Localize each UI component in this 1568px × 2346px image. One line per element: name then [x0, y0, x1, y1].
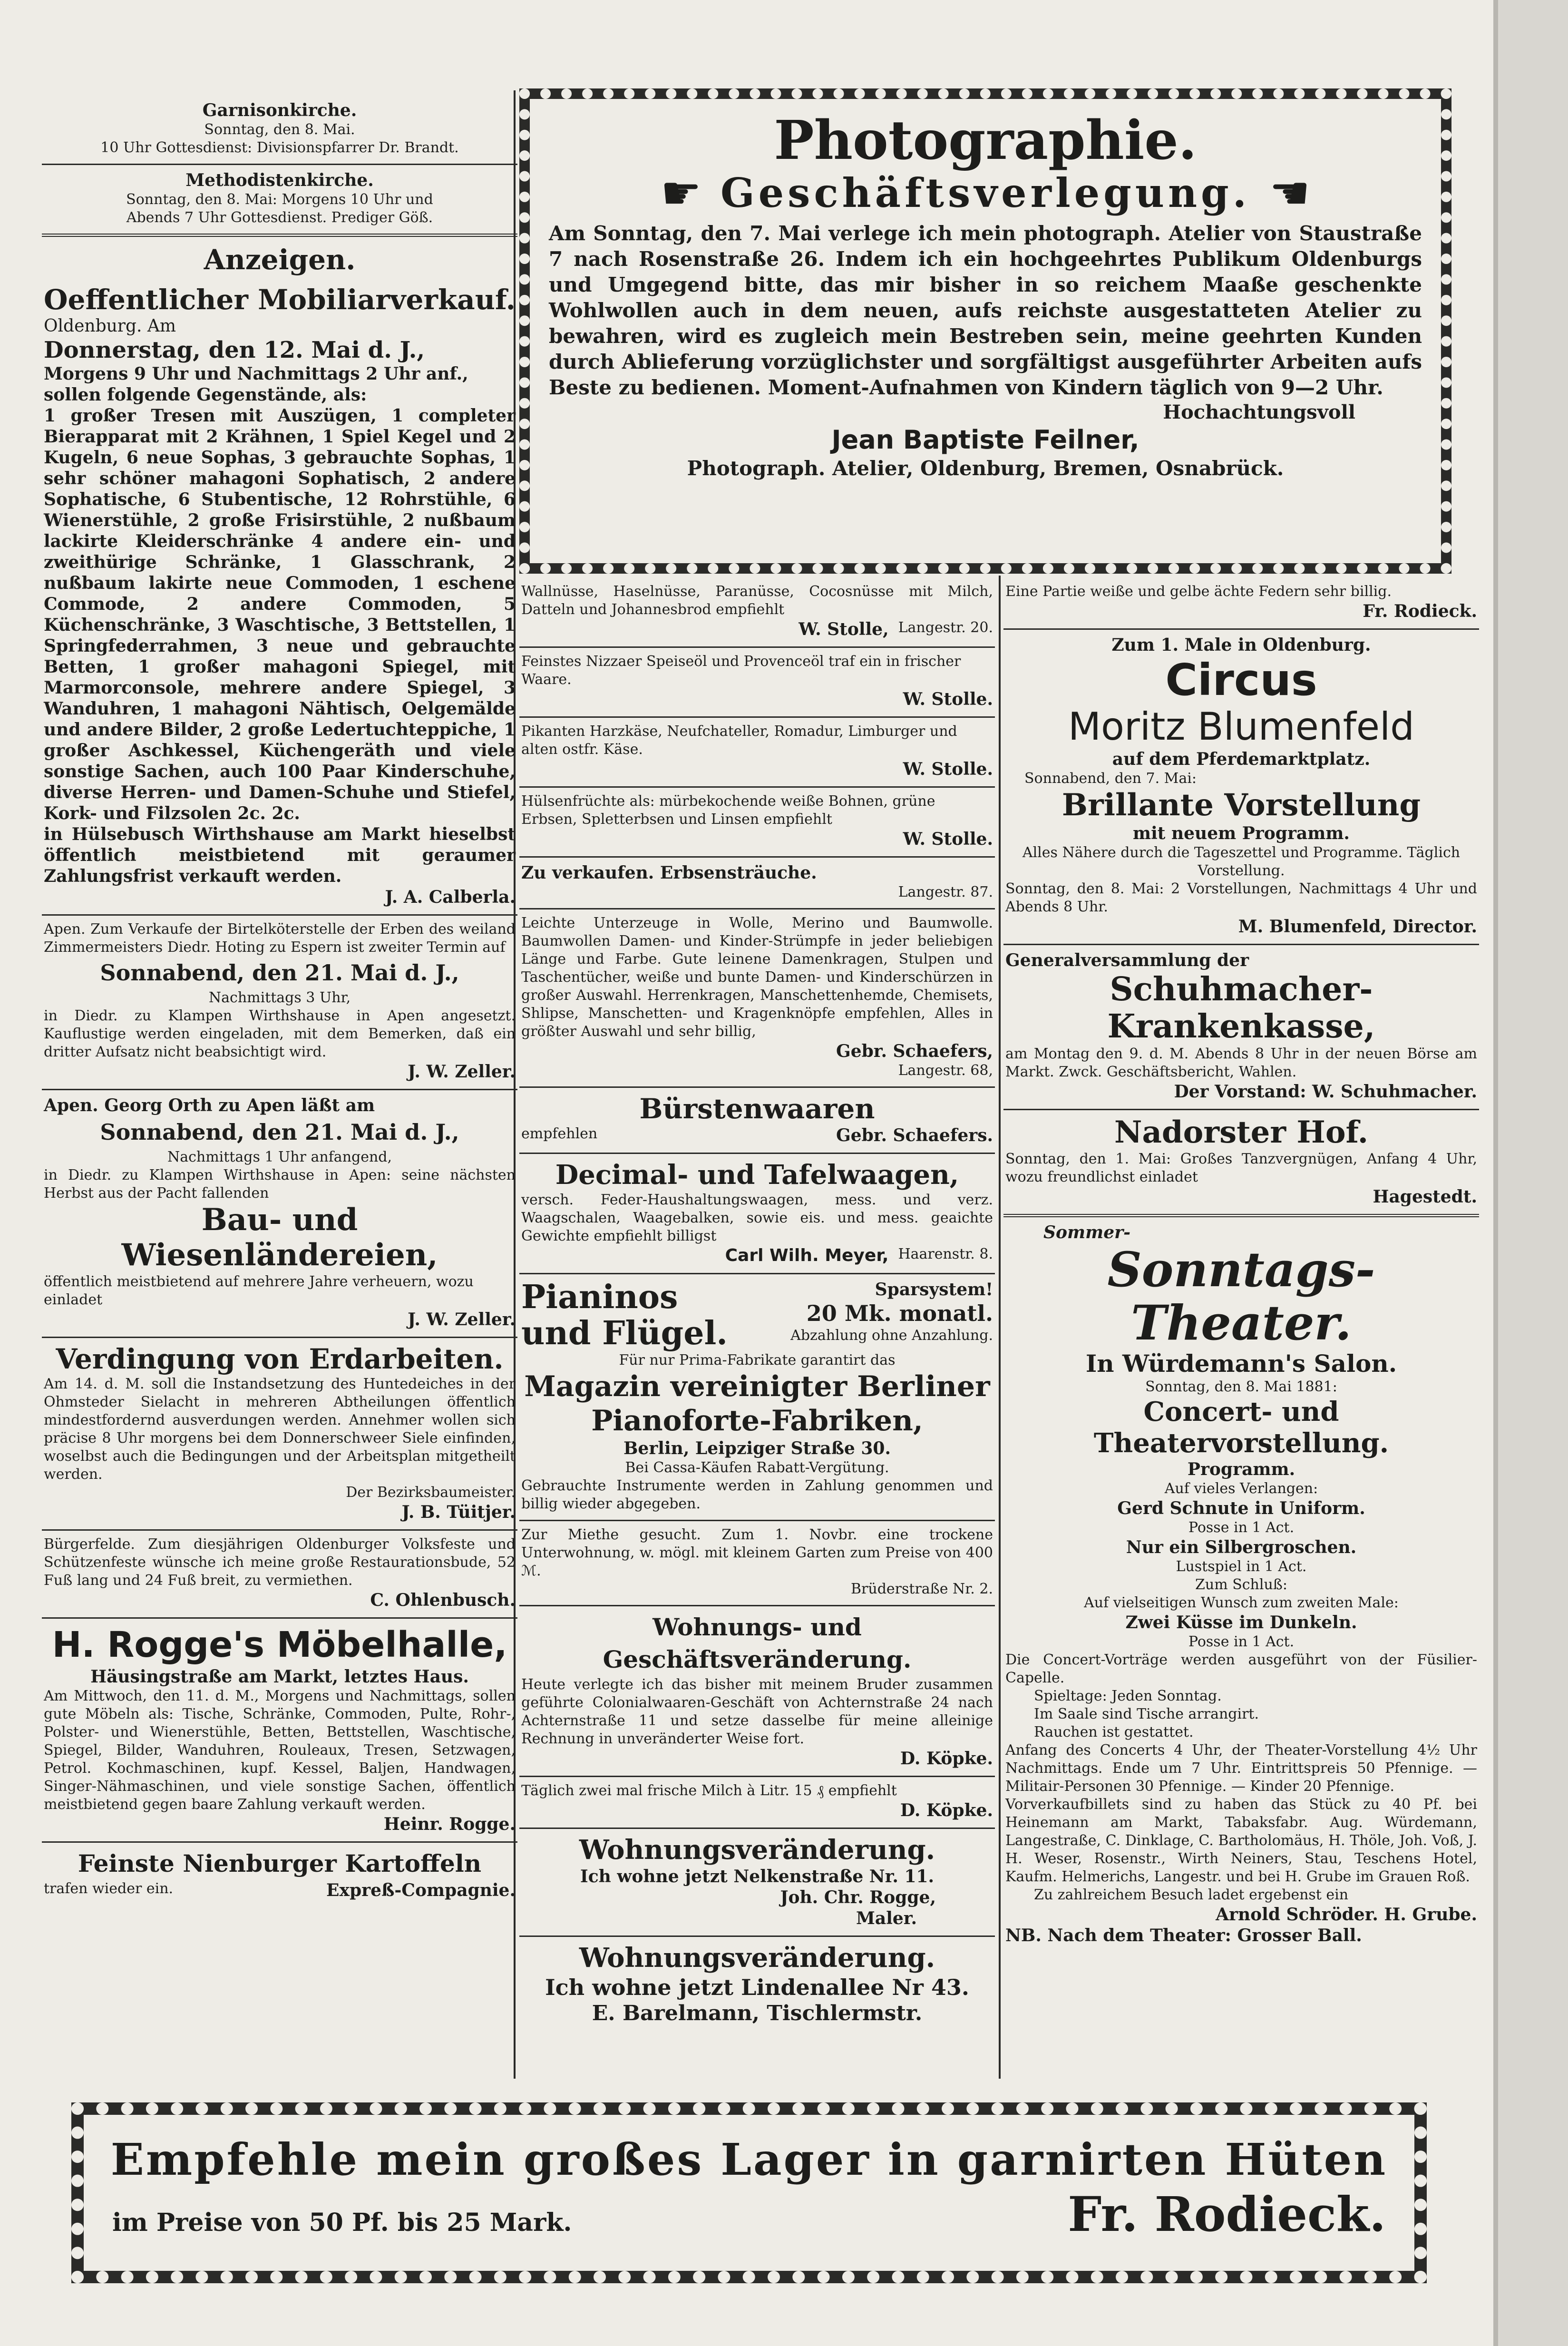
ad-date: Sonntag, den 8. Mai 1881: [1145, 1378, 1337, 1395]
notice-line: Sonntag, den 8. Mai: Morgens 10 Uhr und [126, 191, 433, 208]
notice-line: 10 Uhr Gottesdienst: Divisionspfarrer Dr. Brandt. [100, 139, 459, 156]
ad-body: Hülsenfrüchte als: mürbekochende weiße Bohnen, grüne Erbsen, Spletterbsen und Linsen empfiehlt [521, 793, 935, 828]
methodist-notice [42, 165, 517, 237]
ad-title: Decimal- und Tafelwaagen, [555, 1159, 959, 1191]
program-line: Gerd Schnute in Uniform. [1117, 1498, 1365, 1518]
wohnung-2-ad [519, 1937, 995, 2033]
program-line: Posse in 1 Act. [1188, 1519, 1295, 1536]
pointing-hand-right-icon: ☛ [660, 166, 701, 220]
huelsenfruechte-ad [519, 788, 995, 858]
ad-title: Nadorster Hof. [1114, 1114, 1369, 1150]
ad-body: Für nur Prima-Fabrikate garantirt das [619, 1352, 896, 1368]
ad-body: Leichte Unterzeuge in Wolle, Merino und Baumwolle. Baumwollen Damen- und Kinder-Strümpfe in jeder beliebigen Länge und Farbe. Gute leinene Damenkragen, Stulpen und Taschentücher, weiße und bunte Damen- und Kinderschürzen in großer Auswahl. Herrenkragen, Manschettenhemde, Chemisets, Shlipse, Manschetten- und Kragenknöpfe empfehlen, Alles in größter Auswahl und sehr billig, [521, 915, 993, 1040]
harzkaese-ad [519, 718, 995, 788]
program-line: Die Concert-Vorträge werden ausgeführt von der Füsilier-Capelle. [1005, 1652, 1477, 1686]
ad-body: empfehlen [521, 1125, 598, 1142]
ad-subtitle: Programm. [1187, 1459, 1295, 1479]
ad-title: Schuhmacher-Krankenkasse, [1107, 970, 1375, 1046]
ad-address: Haarenstr. 8. [898, 1246, 993, 1262]
ad-signature: Fr. Rodieck. [1068, 2186, 1386, 2242]
ad-body: Feinstes Nizzaer Speiseöl und Provenceöl traf ein in frischer Waare. [521, 653, 961, 688]
program-line: Rauchen ist gestattet. [1034, 1724, 1194, 1740]
program-line: Vorverkaufbillets sind zu haben das Stück zu 40 Pf. bei Heinemann am Markt, Tabaksfabr. Aug. Würdemann, Langestraße, C. Dinklage, C. Bartholomäus, H. Thöle, Joh. Voß, J. H. Weser, Rosenstr., Wirth Neiners, Stau, Teschens Hotel, Kaufm. Helmerichs, Langestr. und bei H. Grube im Grauen Roß. [1005, 1796, 1477, 1885]
notice-title: Garnisonkirche. [202, 100, 357, 120]
rogge-ad [42, 1619, 517, 1843]
program-line: Im Saale sind Tische arrangirt. [1034, 1706, 1259, 1722]
ad-body: in Diedr. zu Klampen Wirthshause in Apen: seine nächsten Herbst aus der Pacht fallenden [44, 1167, 516, 1202]
ad-body: 1 großer Tresen mit Auszügen, 1 completer Bierapparat mit 2 Krähnen, 1 Spiel Kegel und 2 Kugeln, 6 neue Sophas, 3 gebrauchte Sophas, 1 sehr schöner mahagoni Sophatisch, 2 andere Sophatische, 6 Stubentische, 12 Rohrstühle, 6 Wienerstühle, 2 große Frisirstühle, 2 nußbaum lackirte Kleiderschränke 4 andere ein- und zweithürige Schränke, 1 Glasschrank, 2 nußbaum lakirte neue Commoden, 1 eschene Commode, 2 andere Commoden, 5 Küchenschränke, 3 Waschtische, 3 Bettstellen, 1 Springfederrahmen, 3 neue und gebrauchte Betten, 1 großer mahagoni Spiegel, mit Marmorconsole, mehrere andere Spiegel, 3 Wanduhren, 1 mahagoni Nähtisch, Oelgemälde und andere Bilder, 2 große Ledertuchteppiche, 1 großer Aschkessel, Küchengeräth und viele sonstige Sachen, auch 100 Paar Kinderschuhe, diverse Herren- und Damen-Schuhe und Stiefel, Kork- und Filzsolen 2c. 2c. [44, 406, 516, 823]
column-middle [519, 578, 995, 2033]
section-heading: Anzeigen. [204, 244, 356, 276]
ad-place: auf dem Pferdemarktplatz. [1112, 749, 1371, 769]
ad-signature: Arnold Schröder. H. Grube. [1216, 1905, 1477, 1925]
program-line: Auf vielseitigen Wunsch zum zweiten Male: [1084, 1594, 1399, 1611]
ad-body: Zu verkaufen. Erbsensträuche. [521, 863, 817, 883]
ad-body: Ich wohne jetzt Lindenallee Nr 43. [545, 1975, 969, 2000]
ad-body: Gebrauchte Instrumente werden in Zahlung genommen und billig wieder abgegeben. [521, 1477, 993, 1512]
pianinos-ad [519, 1274, 995, 1521]
ad-role: Maler. [856, 1908, 917, 1928]
ad-title: H. Rogge's Möbelhalle, [52, 1624, 507, 1665]
ad-date: Sonnabend, den 21. Mai d. J., [100, 1119, 459, 1145]
ad-time: Nachmittags 1 Uhr anfangend, [167, 1149, 392, 1165]
ad-title: Sonntags-Theater. [1107, 1241, 1375, 1351]
ad-body: Apen. Georg Orth zu Apen läßt am [44, 1095, 375, 1115]
apen-ad-2 [42, 1090, 517, 1338]
ad-body: Am Sonntag, den 7. Mai verlege ich mein photograph. Atelier von Staustraße 7 nach Rosenstraße 26. Indem ich ein hochgeehrtes Publikum Oldenburgs und Umgegend bitte, das mir bisher in so reichem Maaße geschenkte Wohlwollen auch in dem neuen, aufs reichste ausgestatteten Atelier zu bewahren, wird es zugleich mein Bestreben sein, meine geehrten Kunden durch Ablieferung vorzüglichster und sorgfältigst ausgeführter Arbeiten aufs Beste zu bedienen. Moment-Aufnahmen von Kindern täglich von 9—2 Uhr. [549, 222, 1422, 399]
page-edge [1493, 0, 1568, 2346]
federn-ad [1003, 578, 1479, 630]
milch-ad [519, 1777, 995, 1829]
ad-signature: J. A. Calberla. [385, 887, 516, 907]
pointing-hand-left-icon: ☚ [1269, 166, 1311, 220]
ad-body: Zur Miethe gesucht. Zum 1. Novbr. eine trockene Unterwohnung, w. mögl. mit kleinem Garten zum Preise von 400 ℳ. [521, 1526, 993, 1579]
koepke-ad [519, 1606, 995, 1777]
ad-body: Am 14. d. M. soll die Instandsetzung des Huntedeiches in der Ohmsteder Sielacht in mehreren Abtheilungen öffentlich mindestfordernd ausverdungen werden. Annehmer wollen sich präcise 8 Uhr morgens bei dem Donnerschweer Siele einfinden, woselbst auch die Bedingungen und der Arbeitsplan mitgetheilt werden. [44, 1376, 516, 1483]
ad-subtitle: mit neuem Programm. [1133, 823, 1350, 843]
ad-time: Morgens 9 Uhr und Nachmittags 2 Uhr anf., [44, 364, 468, 384]
ad-address: Brüderstraße Nr. 2. [850, 1581, 993, 1597]
ad-body: Pikanten Harzkäse, Neufchateller, Romadur, Limburger und alten ostfr. Käse. [521, 723, 957, 758]
ad-body: im Preise von 50 Pf. bis 25 Mark. [112, 2208, 572, 2237]
ad-title: und Flügel. [521, 1314, 728, 1352]
ad-body: Täglich zwei mal frische Milch à Litr. 15 ₰ empfiehlt [521, 1782, 897, 1799]
ad-title: Empfehle mein großes Lager in garnirten Hüten [110, 2134, 1388, 2185]
ad-title: Verdingung von Erdarbeiten. [56, 1343, 504, 1375]
ad-signature: W. Stolle. [903, 759, 993, 779]
theater-ad [1003, 1217, 1479, 1953]
ad-body: Ich wohne jetzt Nelkenstraße Nr. 11. [580, 1867, 935, 1887]
notice-title: Methodistenkirche. [185, 170, 374, 190]
garnison-notice [42, 95, 517, 165]
ad-pre: Generalversammlung der [1005, 950, 1249, 970]
ad-address: Langestr. 20. [898, 619, 993, 636]
speiseoel-ad [519, 648, 995, 718]
notice-line: Sonntag, den 8. Mai. [204, 121, 355, 138]
kartoffeln-ad [42, 1843, 517, 1907]
ad-body: Bürgerfelde. Zum diesjährigen Oldenburger Volksfeste und Schützenfeste wünsche ich meine große Restaurationsbude, 52 Fuß lang und 24 Fuß breit, zu vermiethen. [44, 1536, 516, 1589]
ad-signature: W. Stolle. [903, 829, 993, 849]
ad-title: Circus [1165, 655, 1317, 705]
ad-title: Pianinos [521, 1278, 678, 1316]
ad-title: Magazin vereinigter Berliner Pianoforte-Fabriken, [524, 1370, 990, 1437]
column-right [1003, 578, 1479, 1953]
krankenkasse-ad [1003, 945, 1479, 1110]
ad-title: Feinste Nienburger Kartoffeln [78, 1849, 482, 1877]
ad-subtitle: 20 Mk. monatl. [806, 1300, 993, 1326]
ad-note: NB. Nach dem Theater: Grosser Ball. [1005, 1926, 1362, 1945]
program-line: Spieltage: Jeden Sonntag. [1034, 1688, 1222, 1704]
ad-title: Brillante Vorstellung [1062, 787, 1421, 823]
buersten-ad [519, 1088, 995, 1154]
ad-name: Moritz Blumenfeld [1068, 704, 1414, 749]
nuesse-ad [519, 578, 995, 648]
ad-title: Concert- und Theatervorstellung. [1093, 1396, 1389, 1459]
program-line: Zu zahlreichem Besuch ladet ergebenst ein [1034, 1887, 1349, 1903]
ad-body: Heute verlegte ich das bisher mit meinem Bruder zusammen geführte Colonialwaaren-Geschäft von Achternstraße 24 nach Achternstraße 11 und setze dasselbe für meine alleinige Rechnung in unveränderter Weise fort. [521, 1676, 993, 1747]
circus-ad [1003, 630, 1479, 945]
ad-signature: J. W. Zeller. [408, 1310, 516, 1329]
ad-body: in Hülsebusch Wirthshause am Markt hieselbst öffentlich meistbietend mit geraumer Zahlungsfrist verkauft werden. [44, 824, 516, 886]
ad-signature: Hagestedt. [1373, 1187, 1477, 1207]
ad-place: In Würdemann's Salon. [1085, 1349, 1397, 1378]
schaefers-ad [519, 909, 995, 1088]
ad-signature: D. Köpke. [900, 1800, 993, 1820]
program-line: Zum Schluß: [1195, 1576, 1287, 1593]
ad-greeting: Hochachtungsvoll [1163, 401, 1355, 423]
ad-title: Oeffentlicher Mobiliarverkauf. [44, 283, 516, 316]
ad-body: versch. Feder-Haushaltungswaagen, mess. und verz. Waagschalen, Waagebalken, sowie eis. und mess. geaichte Gewichte empfiehlt billigst [521, 1192, 993, 1244]
wohnung-1-ad [519, 1829, 995, 1937]
ad-signature: D. Köpke. [900, 1749, 993, 1769]
ad-signature: M. Blumenfeld, Director. [1238, 917, 1477, 937]
ad-body: Wallnüsse, Haselnüsse, Paranüsse, Cocosnüsse mit Milch, Datteln und Johannesbrod empfiehlt [521, 583, 993, 618]
ad-title: Wohnungsveränderung. [579, 1834, 935, 1866]
apen-ad-1 [42, 916, 517, 1090]
ad-signature: E. Barelmann, Tischlermstr. [592, 2001, 923, 2025]
ad-date: Sonnabend, den 7. Mai: [1024, 770, 1197, 787]
program-line: Posse in 1 Act. [1188, 1633, 1295, 1650]
ad-body: trafen wieder ein. [44, 1880, 174, 1897]
ad-signature: Gebr. Schaefers, [836, 1041, 993, 1061]
ad-body: am Montag den 9. d. M. Abends 8 Uhr in der neuen Börse am Markt. Zwck. Geschäftsbericht, Wahlen. [1005, 1046, 1477, 1080]
ad-title: Wohnungs- und Geschäftsveränderung. [603, 1613, 912, 1673]
nadorster-hof-ad [1003, 1110, 1479, 1217]
program-line: Nur ein Silbergroschen. [1126, 1537, 1357, 1557]
program-line: Zwei Küsse im Dunkeln. [1125, 1613, 1357, 1632]
ad-body: Bei Cassa-Käufen Rabatt-Vergütung. [625, 1459, 889, 1476]
ad-address: Langestr. 68, [898, 1062, 993, 1079]
ad-body: öffentlich meistbietend auf mehrere Jahre verheuern, wozu einladet [44, 1273, 474, 1308]
ad-pre: Sommer- [1043, 1222, 1131, 1242]
ad-body: Sonntag, den 1. Mai: Großes Tanzvergnügen, Anfang 4 Uhr, wozu freundlichst einladet [1005, 1151, 1477, 1185]
ad-signature: Fr. Rodieck. [1363, 601, 1477, 621]
waagen-ad [519, 1154, 995, 1274]
ad-time: Nachmittags 3 Uhr, [208, 989, 351, 1006]
column-rule [999, 576, 1001, 2079]
ad-address: Langestr. 87. [898, 884, 993, 900]
buergerfelde-ad [42, 1531, 517, 1619]
ad-signature: C. Ohlenbusch. [370, 1590, 516, 1610]
erbsen-ad [519, 858, 995, 909]
ad-body: Sonntag, den 8. Mai: 2 Vorstellungen, Nachmittags 4 Uhr und Abends 8 Uhr. [1005, 880, 1477, 915]
ad-signature: Carl Wilh. Meyer, [725, 1246, 889, 1265]
ad-place: Oldenburg. Am [44, 316, 176, 336]
ad-title: Wohnungsveränderung. [579, 1942, 935, 1974]
ad-intro: sollen folgende Gegenstände, als: [44, 385, 367, 405]
ad-pre: Zum 1. Male in Oldenburg. [1111, 635, 1371, 655]
ad-subtitle: Abzahlung ohne Anzahlung. [790, 1327, 993, 1344]
ad-name: Jean Baptiste Feilner, [831, 425, 1139, 455]
erdarbeiten-ad [42, 1338, 517, 1531]
column-left [42, 95, 517, 1907]
ad-title: Photographie. [774, 109, 1197, 172]
program-line: Auf vieles Verlangen: [1164, 1480, 1318, 1497]
miethe-ad [519, 1521, 995, 1606]
ad-address: Berlin, Leipziger Straße 30. [623, 1438, 891, 1458]
ad-subtitle: Sparsystem! [875, 1280, 993, 1300]
rodieck-hats-ad [71, 2102, 1427, 2283]
mobiliar-ad [42, 279, 517, 916]
ad-signature: Expreß-Compagnie. [326, 1880, 516, 1900]
ad-signature: Photograph. Atelier, Oldenburg, Bremen, Osnabrück. [687, 457, 1284, 480]
ad-signature: Der Vorstand: W. Schuhmacher. [1174, 1082, 1477, 1102]
ad-body: Alles Nähere durch die Tageszettel und Programme. Täglich Vorstellung. [1022, 844, 1461, 879]
ad-signature: J. B. Tüitjer. [401, 1502, 516, 1522]
ad-body: in Diedr. zu Klampen Wirthshause in Apen angesetzt. Kauflustige werden eingeladen, mit dem Bemerken, daß ein dritter Aufsatz nicht beabsichtigt wird. [44, 1007, 516, 1060]
ad-signature: W. Stolle, [799, 619, 889, 639]
ad-signature: Heinr. Rogge. [383, 1814, 516, 1834]
ad-signature: J. W. Zeller. [408, 1062, 516, 1082]
ad-subtitle: Geschäftsverlegung. [720, 169, 1251, 216]
ad-role: Der Bezirksbaumeister. [346, 1484, 516, 1501]
ad-body: Eine Partie weiße und gelbe ächte Federn sehr billig. [1005, 583, 1392, 600]
ad-body: Apen. Zum Verkaufe der Birtelköterstelle der Erben des weiland Zimmermeisters Diedr. Hoting zu Espern ist zweiter Termin auf [44, 921, 516, 956]
ad-title: Bürstenwaaren [639, 1093, 875, 1125]
ad-body: Am Mittwoch, den 11. d. M., Morgens und Nachmittags, sollen gute Möbeln als: Tische, Schränke, Commoden, Pulte, Rohr-, Polster- und Wienerstühle, Betten, Bettstellen, Waschtische, Spiegel, Bilder, Wanduhren, Rouleaux, Tresen, Setzwagen, Petrol. Kochmaschinen, kupf. Kessel, Baljen, Handwagen, Singer-Nähmaschinen, und viele sonstige Sachen, öffentlich meistbietend gegen baare Zahlung verkauft werden. [44, 1688, 516, 1813]
ad-date: Donnerstag, den 12. Mai d. J., [44, 337, 425, 363]
program-line: Lustspiel in 1 Act. [1176, 1558, 1307, 1575]
program-line: Anfang des Concerts 4 Uhr, der Theater-Vorstellung 4½ Uhr Nachmittags. Ende um 7 Uhr. Eintrittspreis 50 Pfennige. — Militair-Personen 30 Pfennige. — Kinder 20 Pfennige. [1005, 1742, 1477, 1795]
photographie-ad [519, 88, 1451, 574]
ad-date: Sonnabend, den 21. Mai d. J., [100, 960, 459, 986]
ad-title: Bau- und Wiesenländereien, [121, 1202, 438, 1273]
ad-signature: Gebr. Schaefers. [836, 1125, 993, 1145]
ad-signature: Joh. Chr. Rogge, [780, 1887, 936, 1907]
ad-subtitle: Häusingstraße am Markt, letztes Haus. [90, 1667, 469, 1687]
ad-signature: W. Stolle. [903, 689, 993, 709]
notice-line: Abends 7 Uhr Gottesdienst. Prediger Göß. [126, 209, 433, 226]
